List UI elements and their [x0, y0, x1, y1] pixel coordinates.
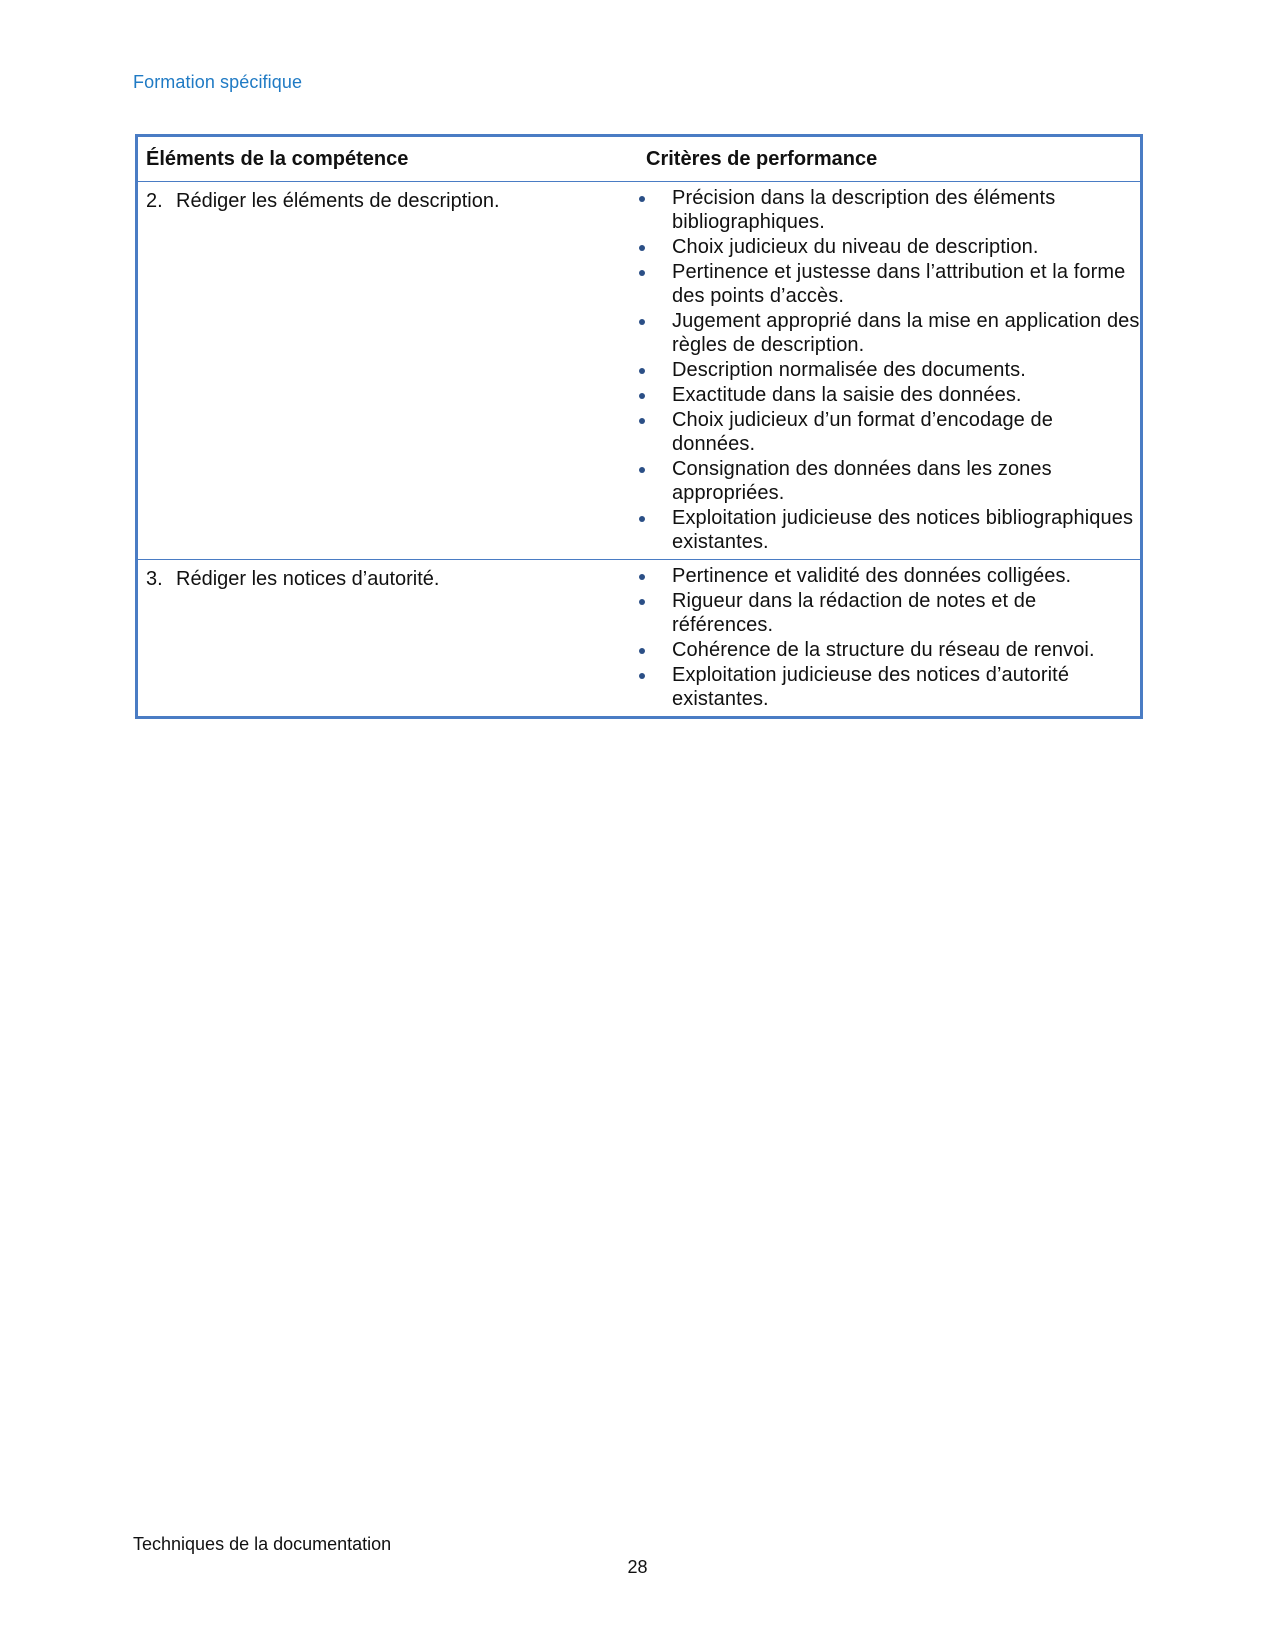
- page-number: 28: [627, 1557, 648, 1577]
- column-header-criteria: Critères de performance: [638, 136, 1142, 182]
- bullet-icon: [639, 574, 645, 580]
- criteria-item: [638, 589, 1140, 637]
- bullet-icon: [639, 319, 645, 325]
- table-header-row: [137, 136, 1142, 182]
- criteria-item: [638, 260, 1140, 308]
- criteria-text: Description normalisée des documents.: [672, 359, 1026, 381]
- criteria-text: Précision dans la description des éléments bibliographiques.: [672, 187, 1056, 233]
- element-text: Rédiger les éléments de description.: [176, 190, 500, 212]
- criteria-item: [638, 358, 1140, 382]
- bullet-icon: [639, 648, 645, 654]
- criteria-text: Rigueur dans la rédaction de notes et de références.: [672, 590, 1037, 636]
- criteria-text: Jugement approprié dans la mise en application des règles de description.: [672, 310, 1140, 356]
- table-row: [137, 182, 1142, 560]
- criteria-item: [638, 383, 1140, 407]
- criteria-item: [638, 564, 1140, 588]
- criteria-item: [638, 506, 1140, 554]
- criteria-item: [638, 663, 1140, 711]
- criteria-list: [638, 564, 1140, 711]
- criteria-text: Exploitation judicieuse des notices bibliographiques existantes.: [672, 507, 1134, 553]
- element-number: 2.: [146, 190, 163, 212]
- criteria-cell: [638, 560, 1142, 718]
- bullet-icon: [639, 673, 645, 679]
- table-row: [137, 560, 1142, 718]
- bullet-icon: [639, 418, 645, 424]
- column-header-elements: Éléments de la compétence: [137, 136, 639, 182]
- bullet-icon: [639, 270, 645, 276]
- element-cell: [137, 560, 639, 718]
- criteria-item: [638, 186, 1140, 234]
- criteria-list: [638, 186, 1140, 554]
- criteria-cell: [638, 182, 1142, 560]
- criteria-text: Pertinence et validité des données colligées.: [672, 565, 1072, 587]
- criteria-text: Pertinence et justesse dans l’attribution et la forme des points d’accès.: [672, 261, 1126, 307]
- bullet-icon: [639, 245, 645, 251]
- criteria-text: Exactitude dans la saisie des données.: [672, 384, 1022, 406]
- footer-program-title: Techniques de la documentation: [133, 1534, 392, 1554]
- element-text: Rédiger les notices d’autorité.: [176, 568, 440, 590]
- criteria-item: [638, 638, 1140, 662]
- bullet-icon: [639, 516, 645, 522]
- section-title: Formation spécifique: [133, 72, 303, 92]
- bullet-icon: [639, 196, 645, 202]
- element-cell: [137, 182, 639, 560]
- criteria-text: Exploitation judicieuse des notices d’autorité existantes.: [672, 664, 1070, 710]
- criteria-item: [638, 408, 1140, 456]
- bullet-icon: [639, 368, 645, 374]
- element-number: 3.: [146, 568, 163, 590]
- criteria-text: Cohérence de la structure du réseau de renvoi.: [672, 639, 1095, 661]
- criteria-text: Choix judicieux du niveau de description.: [672, 236, 1039, 258]
- bullet-icon: [639, 599, 645, 605]
- criteria-item: [638, 235, 1140, 259]
- criteria-text: Choix judicieux d’un format d’encodage de données.: [672, 409, 1054, 455]
- bullet-icon: [639, 467, 645, 473]
- criteria-item: [638, 457, 1140, 505]
- competence-table: [135, 134, 1143, 719]
- criteria-text: Consignation des données dans les zones appropriées.: [672, 458, 1052, 504]
- bullet-icon: [639, 393, 645, 399]
- criteria-item: [638, 309, 1140, 357]
